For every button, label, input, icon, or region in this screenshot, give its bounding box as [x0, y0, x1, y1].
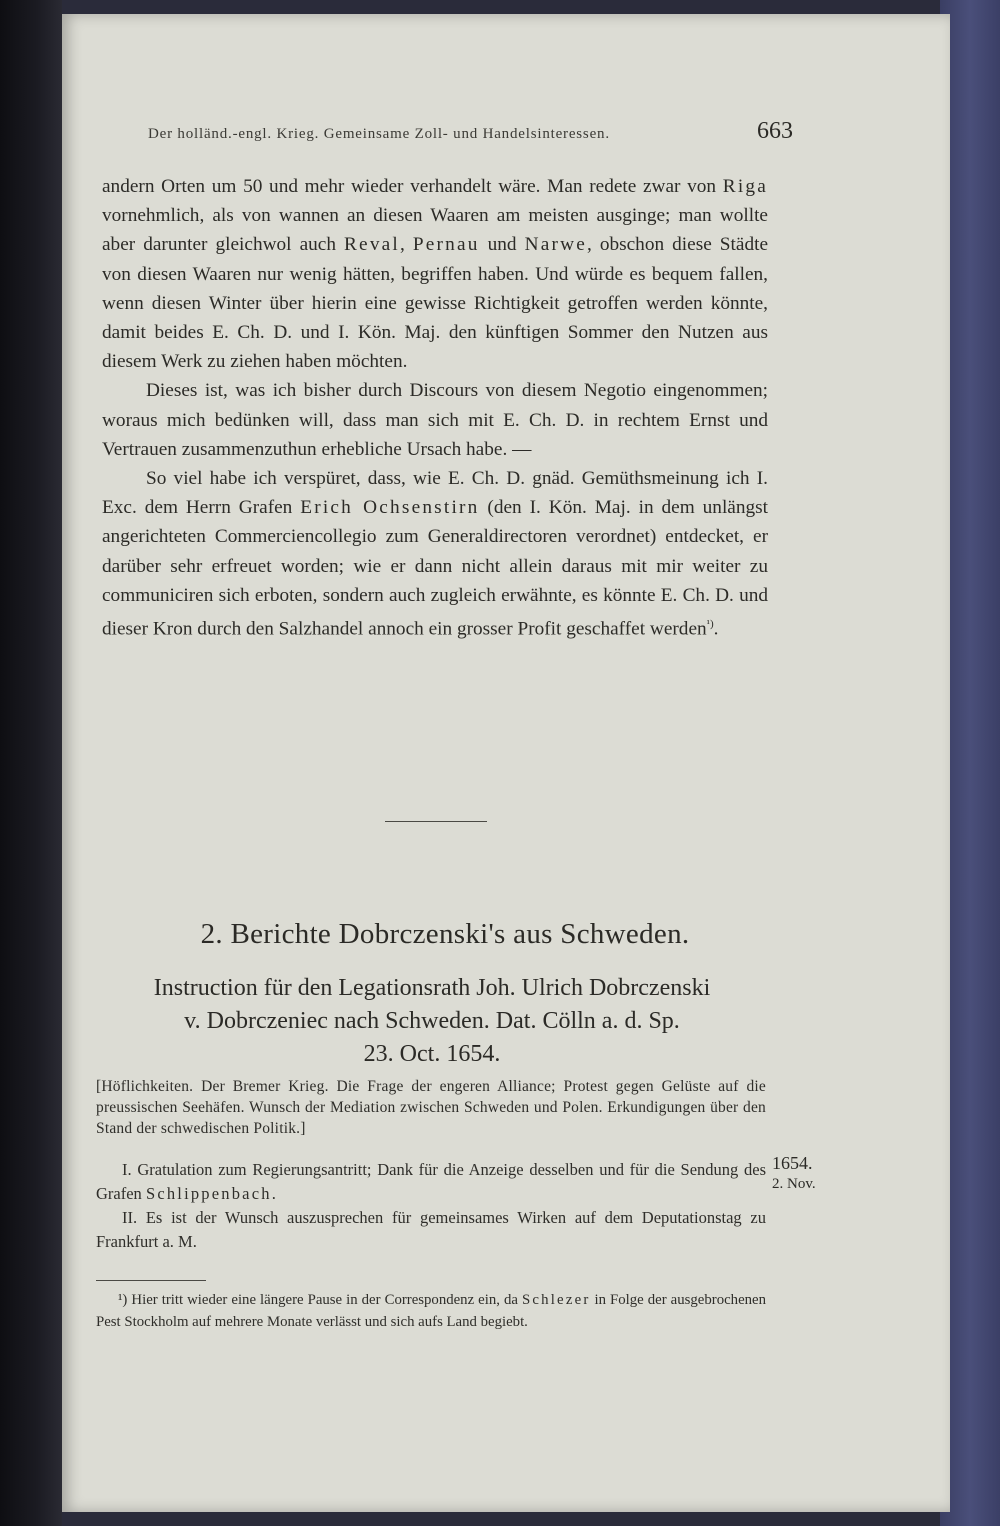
- book-binding: [0, 0, 62, 1526]
- footnote-rule: [96, 1280, 206, 1281]
- place-narwe: Narwe: [524, 234, 587, 256]
- main-text: [102, 172, 768, 644]
- place-reval: Reval: [344, 234, 400, 256]
- instruction-heading: [96, 972, 768, 1071]
- point-1: I. Gratulation zum Regierungsantritt; Dank für die Anzeige desselben und für die Sendung des Grafen Schlippenbach.: [96, 1160, 766, 1203]
- instruction-summary: [Höflichkeiten. Der Bremer Krieg. Die Frage der engeren Alliance; Protest gegen Gelüste auf die preussischen Seehäfen. Wunsch der Mediation zwischen Schweden und Polen. Erkundigungen über den Stand der schwedischen Politik.]: [96, 1078, 766, 1137]
- margin-year: 1654.: [772, 1153, 813, 1173]
- section-title: 2. Berichte Dobrczenski's aus Schweden.: [200, 918, 690, 950]
- place-riga: Riga: [722, 176, 768, 197]
- person-schlippenbach: Schlippenbach: [145, 1184, 272, 1203]
- instruction-line-2: v. Dobrczeniec nach Schweden. Dat. Cölln a. d. Sp.: [184, 1008, 680, 1034]
- footnote: ¹) Hier tritt wieder eine längere Pause in der Correspondenz ein, da Schlezer in Folge der ausgebrochenen Pest Stockholm auf mehrere Monate verlässt und sich aufs Land begiebt.: [96, 1292, 766, 1330]
- instruction-line-1: Instruction für den Legationsrath Joh. Ulrich Dobrczenski: [153, 975, 711, 1001]
- footnote-marker: ¹): [118, 1292, 128, 1308]
- paragraph-2: Dieses ist, was ich bisher durch Discours von diesem Negotio eingenommen; woraus mich bedünken will, dass man sich mit E. Ch. D. in rechtem Ernst und Vertrauen zusammenzuthun erhebliche Ursach habe. —: [102, 380, 768, 460]
- margin-date-note: [772, 1152, 842, 1194]
- running-header: [148, 118, 793, 145]
- instruction-points: [96, 1158, 766, 1254]
- running-title: Der holländ.-engl. Krieg. Gemeinsame Zoll- und Handelsinteressen.: [148, 126, 610, 142]
- paragraph-1: andern Orten um 50 und mehr wieder verhandelt wäre. Man redete zwar von Riga vornehmlich, als von wannen an diesen Waaren am meisten ausginge; man wollte aber darunter gleichwol auch Reval, Pernau und Narwe, obschon diese Städte von diesen Waaren nur wenig hätten, begriffen haben. Und würde es bequem fallen, wenn diesen Winter über hierin eine gewisse Richtigkeit getroffen werden könnte, damit beides E. Ch. D. und I. Kön. Maj. den künftigen Sommer den Nutzen aus diesem Werk zu ziehen haben möchten.: [102, 176, 768, 373]
- person-ochsenstirn: Erich Ochsenstirn: [300, 497, 480, 519]
- person-schlezer: Schlezer: [521, 1292, 591, 1308]
- section-divider: [385, 821, 487, 822]
- margin-date: 2. Nov.: [772, 1176, 816, 1192]
- page-number: 663: [757, 118, 793, 144]
- footnote-ref: ¹): [706, 618, 714, 631]
- point-2: II. Es ist der Wunsch auszusprechen für gemeinsames Wirken auf dem Deputationstag zu Frankfurt a. M.: [96, 1208, 766, 1251]
- paragraph-3: So viel habe ich verspüret, dass, wie E. Ch. D. gnäd. Gemüthsmeinung ich I. Exc. dem Herrn Grafen Erich Ochsenstirn (den I. Kön. Maj. in dem unlängst angerichteten Commerciencollegio zum Generaldirectoren verordnet) entdecket, er darüber sehr erfreuet worden; wie er dann nicht allein daraus mit mir weiter zu communiciren sich erboten, sondern auch zugleich erwähnte, es könnte E. Ch. D. und dieser Kron durch den Salzhandel annoch ein grosser Profit geschaffet werden$^{^1)}$.: [102, 468, 769, 640]
- place-pernau: Pernau: [412, 234, 480, 256]
- instruction-line-3: 23. Oct. 1654.: [363, 1041, 501, 1067]
